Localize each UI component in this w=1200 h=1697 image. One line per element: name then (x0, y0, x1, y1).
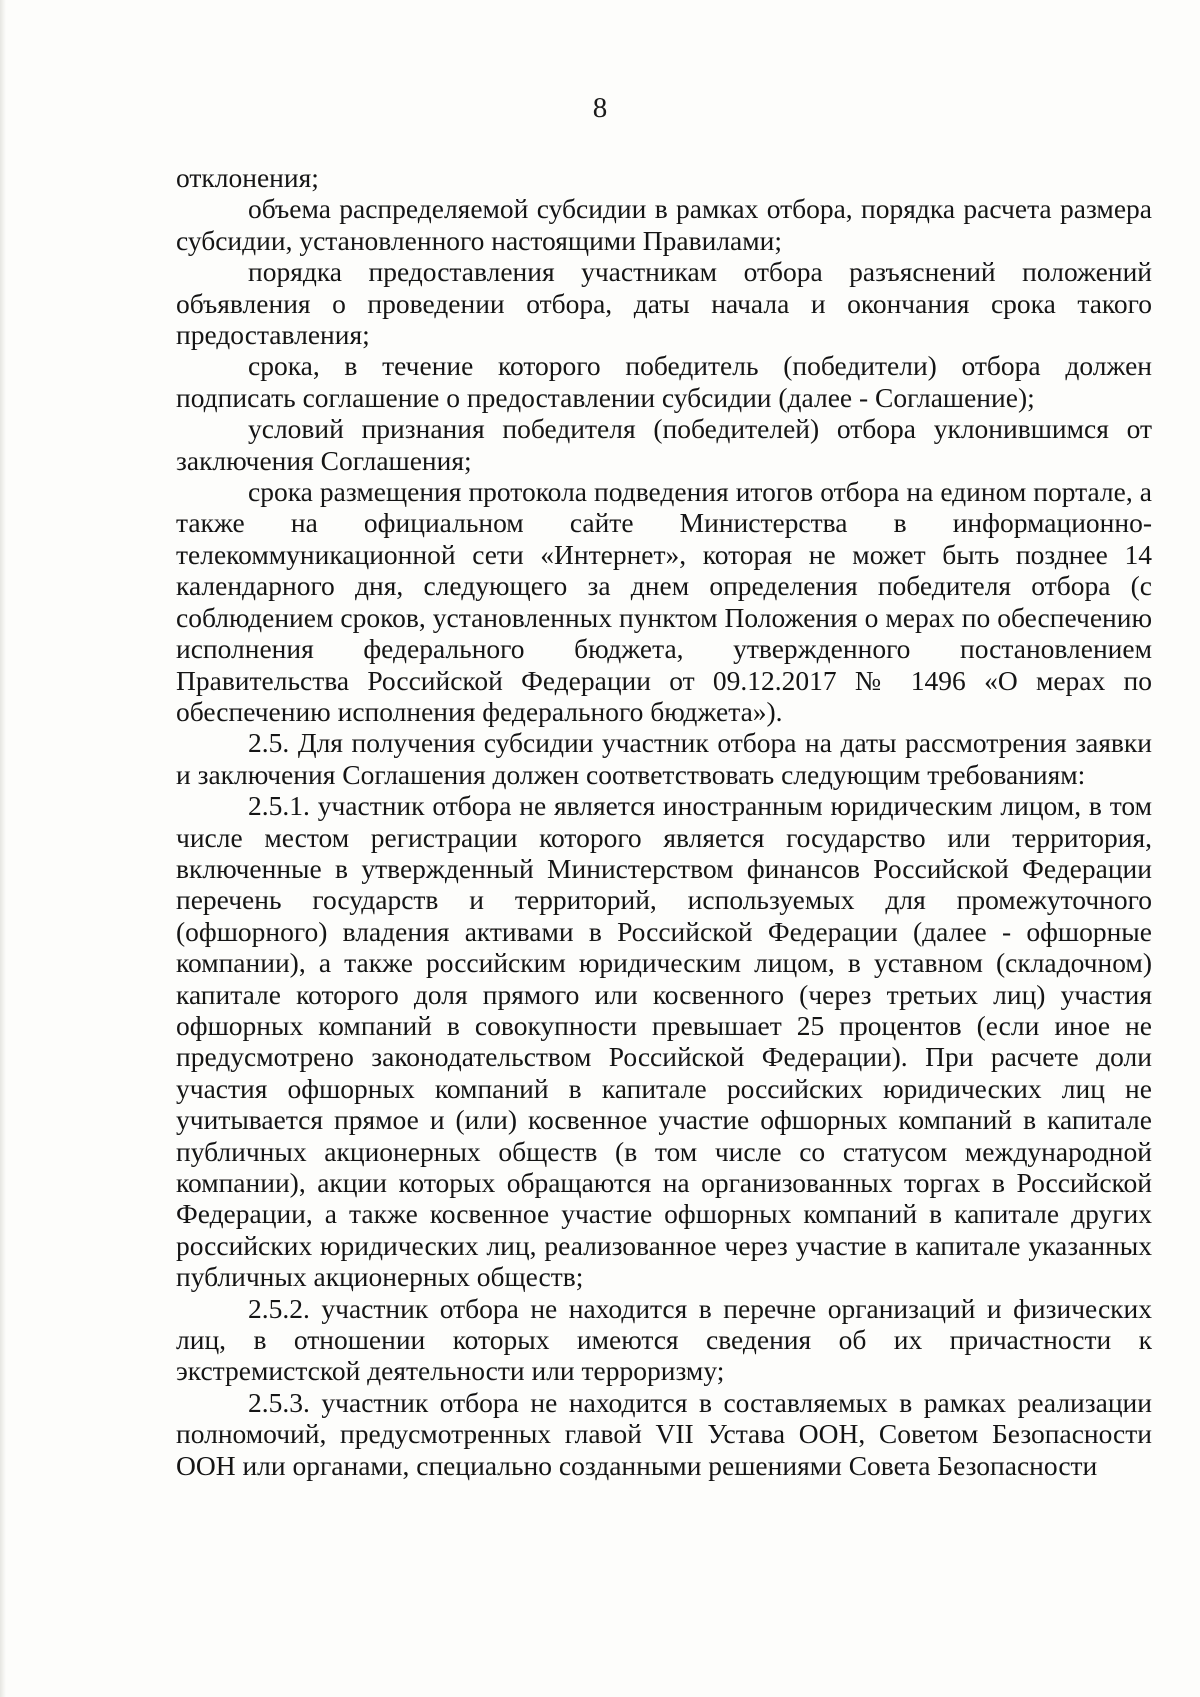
paragraph: 2.5. Для получения субсидии участник отбора на даты рассмотрения заявки и заключения Соглашения должен соответствовать следующим требованиям: (176, 727, 1152, 790)
paragraph: объема распределяемой субсидии в рамках отбора, порядка расчета размера субсидии, установленного настоящими Правилами; (176, 193, 1152, 256)
paragraph: условий признания победителя (победителей) отбора уклонившимся от заключения Соглашения; (176, 413, 1152, 476)
paragraph: 2.5.1. участник отбора не является иностранным юридическим лицом, в том числе местом регистрации которого является государство или территория, включенные в утвержденный Министерством финансов Российской Федерации перечень государств и территорий, используемых для промежуточного (офшорного) владения активами в Российской Федерации (далее - офшорные компании), а также российским юридическим лицом, в уставном (складочном) капитале которого доля прямого или косвенного (через третьих лиц) участия офшорных компаний в совокупности превышает 25 процентов (если иное не предусмотрено законодательством Российской Федерации). При расчете доли участия офшорных компаний в капитале российских юридических лиц не учитывается прямое и (или) косвенное участие офшорных компаний в капитале публичных акционерных обществ (в том числе со статусом международной компании), акции которых обращаются на организованных торгах в Российской Федерации, а также косвенное участие офшорных компаний в капитале других российских юридических лиц, реализованное через участие в капитале указанных публичных акционерных обществ; (176, 790, 1152, 1293)
paragraph: 2.5.3. участник отбора не находится в составляемых в рамках реализации полномочий, предусмотренных главой VII Устава ООН, Советом Безопасности ООН или органами, специально созданными решениями Совета Безопасности (176, 1386, 1152, 1481)
paragraph: срока, в течение которого победитель (победители) отбора должен подписать соглашение о предоставлении субсидии (далее - Соглашение); (176, 350, 1152, 413)
paragraph: порядка предоставления участникам отбора разъяснений положений объявления о проведении отбора, даты начала и окончания срока такого предоставления; (176, 256, 1152, 351)
paragraph: 2.5.2. участник отбора не находится в перечне организаций и физических лиц, в отношении которых имеются сведения об их причастности к экстремистской деятельности или терроризму; (176, 1292, 1152, 1387)
page-number: 8 (592, 92, 608, 124)
document-body (176, 162, 1152, 1481)
scan-edge-shadow (0, 0, 6, 1697)
paragraph: срока размещения протокола подведения итогов отбора на едином портале, а также на официальном сайте Министерства в информационно-телекоммуникационной сети «Интернет», которая не может быть позднее 14 календарного дня, следующего за днем определения победителя отбора (с соблюдением сроков, установленных пунктом Положения о мерах по обеспечению исполнения федерального бюджета, утвержденного постановлением Правительства Российской Федерации от 09.12.2017 № 1496 «О мерах по обеспечению исполнения федерального бюджета»). (176, 476, 1152, 727)
paragraph: отклонения; (176, 162, 319, 193)
